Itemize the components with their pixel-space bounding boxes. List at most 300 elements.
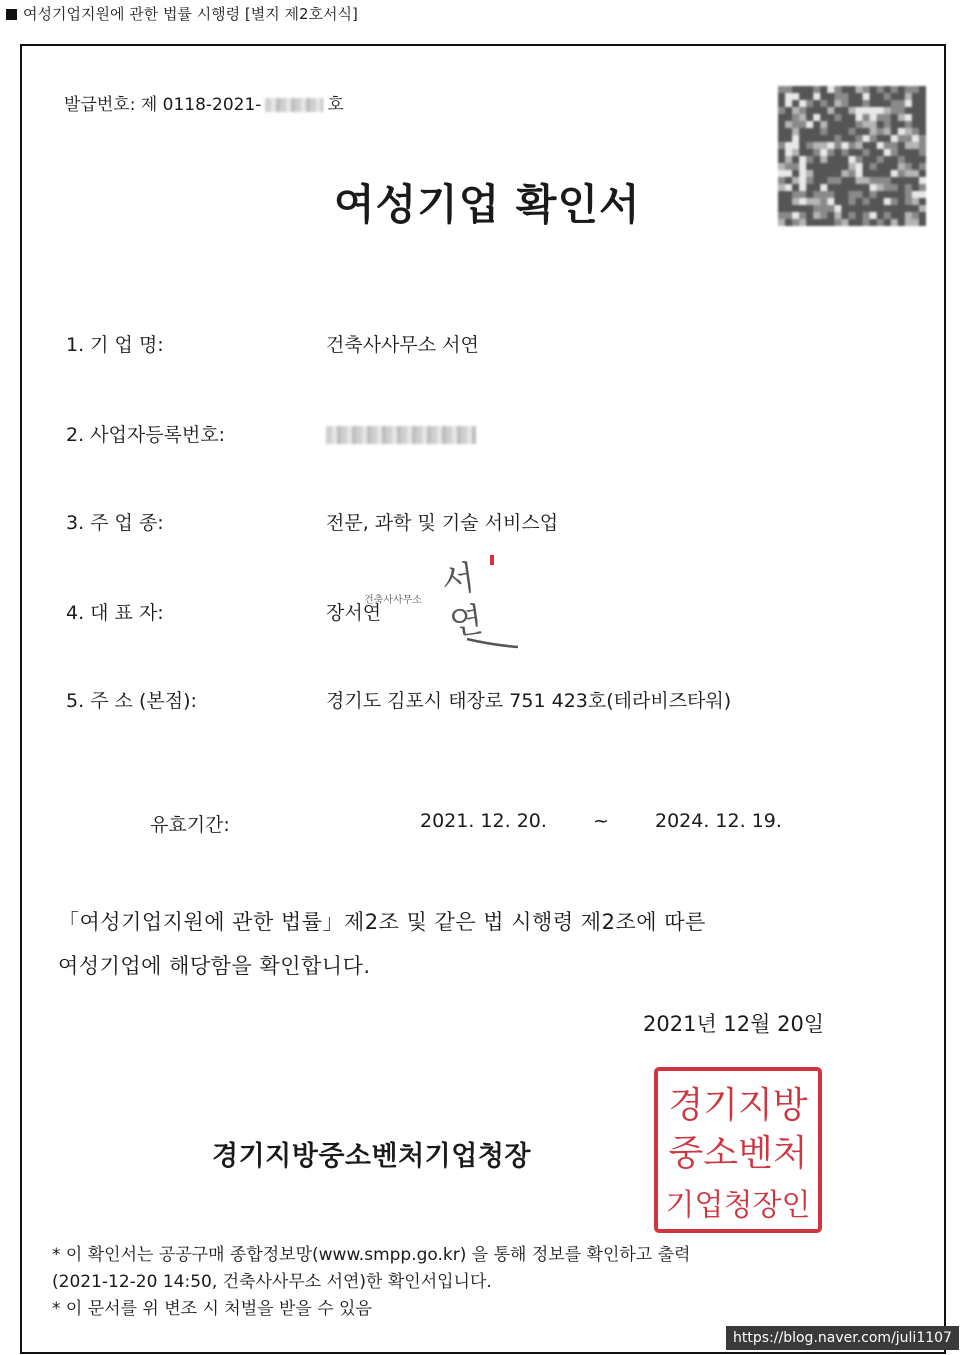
qr-module (834, 142, 841, 149)
qr-module (856, 149, 863, 156)
qr-module (806, 114, 813, 121)
qr-module (898, 135, 905, 142)
qr-module (820, 219, 827, 226)
qr-module (919, 156, 926, 163)
qr-module (785, 128, 792, 135)
qr-module (778, 177, 785, 184)
qr-module (863, 191, 870, 198)
qr-module (884, 219, 891, 226)
qr-module (848, 219, 855, 226)
qr-module (834, 107, 841, 114)
official-seal-line-1: 경기지방 (668, 1085, 808, 1126)
qr-module (820, 142, 827, 149)
qr-module (806, 219, 813, 226)
qr-module (877, 156, 884, 163)
qr-module (848, 198, 855, 205)
qr-module (778, 149, 785, 156)
qr-module (919, 191, 926, 198)
qr-module (806, 121, 813, 128)
qr-module (848, 184, 855, 191)
qr-module (799, 135, 806, 142)
qr-module (792, 156, 799, 163)
qr-module (799, 128, 806, 135)
qr-module (827, 184, 834, 191)
qr-module (919, 107, 926, 114)
qr-module (905, 93, 912, 100)
qr-module (856, 128, 863, 135)
qr-module (785, 107, 792, 114)
qr-module (785, 149, 792, 156)
qr-module (813, 100, 820, 107)
qr-module (863, 219, 870, 226)
qr-module (799, 205, 806, 212)
qr-module (806, 135, 813, 142)
qr-module (905, 121, 912, 128)
qr-module (912, 107, 919, 114)
qr-module (884, 107, 891, 114)
qr-module (863, 107, 870, 114)
qr-module (891, 114, 898, 121)
qr-module (856, 86, 863, 93)
qr-module (891, 198, 898, 205)
signature-char-1: 서 (439, 557, 478, 603)
qr-module (905, 86, 912, 93)
qr-module (905, 114, 912, 121)
qr-module (848, 212, 855, 219)
qr-module (891, 219, 898, 226)
qr-module (898, 142, 905, 149)
qr-module (905, 205, 912, 212)
qr-module (785, 156, 792, 163)
qr-module (792, 128, 799, 135)
qr-module (912, 198, 919, 205)
qr-module (841, 114, 848, 121)
qr-module (898, 191, 905, 198)
qr-module (856, 170, 863, 177)
qr-module (848, 163, 855, 170)
qr-module (813, 212, 820, 219)
qr-module (778, 100, 785, 107)
qr-module (884, 205, 891, 212)
qr-module (919, 114, 926, 121)
qr-module (820, 156, 827, 163)
qr-module (877, 149, 884, 156)
qr-module (813, 191, 820, 198)
qr-module (898, 156, 905, 163)
validity-end-date: 2024. 12. 19. (655, 810, 782, 832)
qr-module (834, 128, 841, 135)
qr-module (863, 149, 870, 156)
qr-module (848, 93, 855, 100)
qr-module (827, 170, 834, 177)
qr-module (841, 177, 848, 184)
square-bullet-icon (6, 9, 17, 20)
qr-module (820, 191, 827, 198)
qr-module (884, 114, 891, 121)
qr-module (834, 205, 841, 212)
qr-module (877, 121, 884, 128)
qr-module (827, 205, 834, 212)
qr-module (898, 100, 905, 107)
qr-module (884, 86, 891, 93)
qr-module (919, 86, 926, 93)
qr-module (863, 163, 870, 170)
qr-module (870, 121, 877, 128)
qr-module (785, 163, 792, 170)
qr-module (834, 177, 841, 184)
qr-module (813, 156, 820, 163)
qr-module (919, 177, 926, 184)
qr-module (856, 177, 863, 184)
qr-module (877, 114, 884, 121)
qr-module (834, 114, 841, 121)
qr-module (891, 205, 898, 212)
qr-module (799, 219, 806, 226)
qr-module (827, 198, 834, 205)
qr-module (905, 100, 912, 107)
qr-module (778, 114, 785, 121)
issue-number-prefix: 발급번호: 제 0118-2021- (64, 95, 262, 115)
field-label-address: 5. 주 소 (본점): (66, 690, 197, 712)
qr-module (877, 219, 884, 226)
qr-module (898, 177, 905, 184)
qr-module (799, 114, 806, 121)
qr-module (785, 86, 792, 93)
qr-module (884, 149, 891, 156)
qr-module (848, 191, 855, 198)
qr-module (827, 135, 834, 142)
qr-module (891, 135, 898, 142)
qr-module (813, 121, 820, 128)
qr-module (813, 163, 820, 170)
qr-module (870, 135, 877, 142)
qr-module (813, 86, 820, 93)
qr-module (813, 184, 820, 191)
qr-module (912, 163, 919, 170)
qr-module (813, 135, 820, 142)
qr-module (820, 86, 827, 93)
qr-module (905, 184, 912, 191)
qr-module (820, 128, 827, 135)
qr-module (792, 205, 799, 212)
qr-module (841, 142, 848, 149)
qr-module (848, 135, 855, 142)
qr-module (848, 177, 855, 184)
qr-module (877, 191, 884, 198)
qr-module (877, 212, 884, 219)
qr-module (806, 177, 813, 184)
qr-module (905, 170, 912, 177)
qr-module (792, 121, 799, 128)
qr-module (919, 205, 926, 212)
qr-module (827, 93, 834, 100)
qr-module (785, 135, 792, 142)
qr-module (778, 107, 785, 114)
qr-module (841, 170, 848, 177)
qr-module (877, 135, 884, 142)
qr-module (820, 198, 827, 205)
official-seal-line-3: 기업청장인 (665, 1188, 811, 1223)
qr-module (870, 184, 877, 191)
qr-module (877, 100, 884, 107)
qr-module (884, 142, 891, 149)
qr-module (813, 198, 820, 205)
qr-module (792, 212, 799, 219)
qr-module (863, 170, 870, 177)
qr-module (848, 107, 855, 114)
qr-module (912, 93, 919, 100)
qr-module (891, 212, 898, 219)
qr-module (841, 219, 848, 226)
qr-module (898, 198, 905, 205)
qr-module (792, 114, 799, 121)
qr-module (841, 191, 848, 198)
official-seal (652, 1065, 824, 1235)
qr-module (891, 107, 898, 114)
qr-module (863, 198, 870, 205)
qr-module (898, 163, 905, 170)
qr-module (877, 86, 884, 93)
qr-module (785, 142, 792, 149)
qr-module (806, 191, 813, 198)
qr-module (863, 184, 870, 191)
field-label-representative: 4. 대 표 자: (66, 602, 164, 624)
qr-module (863, 142, 870, 149)
qr-module (799, 86, 806, 93)
redacted-issue-digits (265, 98, 323, 112)
qr-module (898, 149, 905, 156)
qr-module (827, 128, 834, 135)
qr-module (870, 107, 877, 114)
qr-module (778, 135, 785, 142)
qr-module (863, 86, 870, 93)
qr-module (799, 198, 806, 205)
qr-module (834, 170, 841, 177)
qr-module (919, 198, 926, 205)
qr-module (841, 163, 848, 170)
qr-module (806, 184, 813, 191)
qr-module (877, 107, 884, 114)
qr-module (863, 121, 870, 128)
qr-module (792, 149, 799, 156)
qr-module (863, 114, 870, 121)
qr-module (785, 198, 792, 205)
qr-module (778, 86, 785, 93)
qr-module (799, 184, 806, 191)
qr-module (785, 191, 792, 198)
qr-module (856, 135, 863, 142)
qr-module (820, 93, 827, 100)
qr-module (884, 163, 891, 170)
qr-module (863, 177, 870, 184)
qr-module (799, 212, 806, 219)
qr-module (778, 184, 785, 191)
qr-module (905, 191, 912, 198)
qr-module (841, 184, 848, 191)
qr-module (884, 198, 891, 205)
qr-module (806, 86, 813, 93)
qr-module (841, 107, 848, 114)
qr-module (778, 198, 785, 205)
qr-module (877, 170, 884, 177)
qr-module (877, 93, 884, 100)
qr-module (785, 184, 792, 191)
qr-module (778, 93, 785, 100)
qr-module (792, 142, 799, 149)
form-reference (6, 3, 358, 24)
qr-module (884, 177, 891, 184)
qr-module (877, 128, 884, 135)
qr-module (792, 177, 799, 184)
qr-module (785, 100, 792, 107)
note-line-3: * 이 문서를 위 변조 시 처벌을 받을 수 있음 (52, 1299, 372, 1319)
qr-module (841, 100, 848, 107)
qr-module (806, 170, 813, 177)
qr-module (820, 184, 827, 191)
qr-module (898, 219, 905, 226)
qr-module (863, 156, 870, 163)
qr-module (912, 184, 919, 191)
qr-module (799, 170, 806, 177)
qr-module (813, 128, 820, 135)
qr-module (806, 142, 813, 149)
qr-module (848, 114, 855, 121)
qr-module (863, 128, 870, 135)
qr-module (912, 170, 919, 177)
qr-module (905, 212, 912, 219)
qr-module (884, 135, 891, 142)
qr-module (863, 100, 870, 107)
qr-module (870, 128, 877, 135)
qr-module (806, 149, 813, 156)
qr-module (827, 107, 834, 114)
qr-module (785, 121, 792, 128)
qr-module (905, 156, 912, 163)
qr-module (848, 100, 855, 107)
qr-module (856, 219, 863, 226)
qr-module (792, 170, 799, 177)
signature-stroke (467, 639, 518, 647)
qr-module (856, 191, 863, 198)
qr-module (877, 142, 884, 149)
qr-module (841, 135, 848, 142)
qr-module (820, 170, 827, 177)
qr-module (870, 191, 877, 198)
qr-module (870, 114, 877, 121)
qr-module (792, 198, 799, 205)
qr-module (841, 198, 848, 205)
qr-module (813, 107, 820, 114)
qr-module (827, 191, 834, 198)
qr-module (841, 149, 848, 156)
qr-module (792, 191, 799, 198)
qr-module (834, 156, 841, 163)
qr-module (891, 184, 898, 191)
qr-module (905, 198, 912, 205)
qr-module (792, 219, 799, 226)
signature-seal (362, 553, 522, 653)
qr-module (905, 177, 912, 184)
qr-module (792, 93, 799, 100)
qr-module (856, 142, 863, 149)
qr-module (905, 107, 912, 114)
qr-module (848, 121, 855, 128)
qr-module (778, 128, 785, 135)
qr-module (806, 156, 813, 163)
qr-module (799, 163, 806, 170)
qr-module (891, 149, 898, 156)
qr-module (863, 135, 870, 142)
qr-module (919, 212, 926, 219)
qr-module (891, 163, 898, 170)
qr-module (856, 107, 863, 114)
signature-red-mark (490, 555, 494, 565)
qr-module (919, 219, 926, 226)
qr-module (848, 149, 855, 156)
qr-module (827, 149, 834, 156)
qr-module (834, 198, 841, 205)
qr-module (792, 163, 799, 170)
qr-module (778, 163, 785, 170)
qr-module (898, 212, 905, 219)
qr-module (834, 93, 841, 100)
qr-module (799, 100, 806, 107)
qr-module (778, 219, 785, 226)
qr-module (848, 142, 855, 149)
qr-module (778, 142, 785, 149)
qr-module (912, 135, 919, 142)
signature-char-2: 연 (447, 599, 486, 645)
qr-module (870, 170, 877, 177)
field-value-address: 경기도 김포시 태장로 751 423호(테라비즈타워) (326, 690, 732, 712)
field-label-company-name: 1. 기 업 명: (66, 334, 164, 356)
qr-module (806, 205, 813, 212)
qr-module (834, 149, 841, 156)
qr-module (856, 156, 863, 163)
qr-module (912, 219, 919, 226)
qr-module (905, 135, 912, 142)
qr-module (806, 163, 813, 170)
qr-module (870, 163, 877, 170)
qr-module (799, 107, 806, 114)
qr-module (856, 121, 863, 128)
qr-module (834, 191, 841, 198)
qr-module (856, 100, 863, 107)
qr-module (820, 149, 827, 156)
qr-module (813, 149, 820, 156)
qr-module (870, 198, 877, 205)
qr-module (912, 205, 919, 212)
qr-module (834, 219, 841, 226)
qr-module (778, 205, 785, 212)
qr-module (841, 86, 848, 93)
qr-module (792, 100, 799, 107)
qr-module (898, 184, 905, 191)
qr-module (778, 212, 785, 219)
qr-module (898, 86, 905, 93)
qr-module (820, 212, 827, 219)
qr-module (827, 219, 834, 226)
qr-module (870, 142, 877, 149)
qr-module (877, 198, 884, 205)
statement-line-2: 여성기업에 해당함을 확인합니다. (58, 954, 371, 978)
qr-module (891, 156, 898, 163)
qr-module (870, 149, 877, 156)
qr-module (912, 149, 919, 156)
qr-module (785, 170, 792, 177)
qr-module (785, 114, 792, 121)
qr-module (891, 86, 898, 93)
